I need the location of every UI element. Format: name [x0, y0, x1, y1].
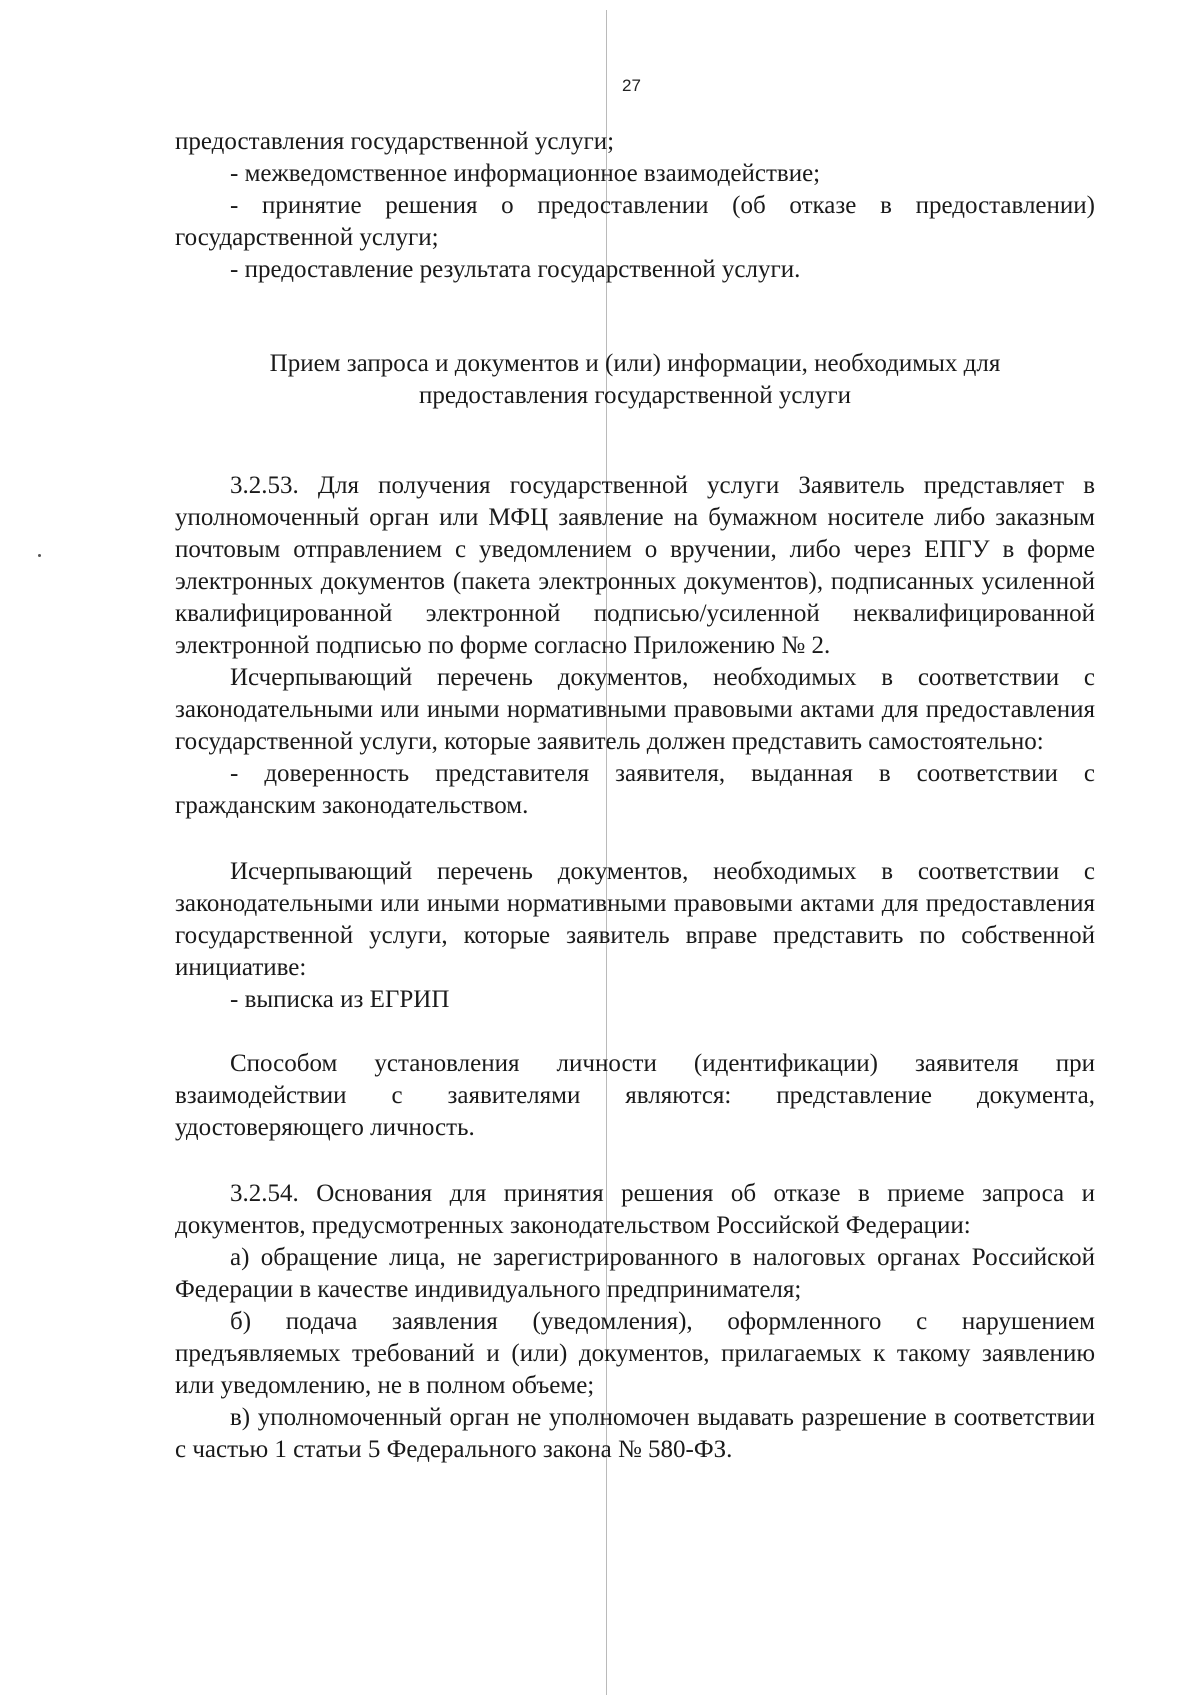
optional-docs-item: - выписка из ЕГРИП: [230, 986, 450, 1013]
section-heading: Прием запроса и документов и (или) информации, необходимых для предоставления государственной услуги: [269, 350, 1001, 409]
intro-line-continuation: предоставления государственной услуги;: [175, 128, 615, 155]
scan-speck: [38, 554, 41, 557]
required-docs-item: - доверенность представителя заявителя, выданная в соответствии с гражданским законодательством.: [175, 760, 1095, 819]
page-number: 27: [622, 76, 641, 95]
document-body: [175, 126, 1095, 1466]
refusal-ground-a: а) обращение лица, не зарегистрированного в налоговых органах Российской Федерации в качестве индивидуального предпринимателя;: [175, 1244, 1095, 1303]
paragraph-3-2-53: 3.2.53. Для получения государственной услуги Заявитель представляет в уполномоченный орган или МФЦ заявление на бумажном носителе либо заказным почтовым отправлением с уведомлением о вручении, либо через ЕПГУ в форме электронных документов (пакета электронных документов), подписанных усиленной квалифицированной электронной подписью/усиленной неквалифицированной электронной подписью по форме согласно Приложению № 2.: [175, 472, 1095, 659]
required-docs-intro: Исчерпывающий перечень документов, необходимых в соответствии с законодательными или иными нормативными правовыми актами для предоставления государственной услуги, которые заявитель должен представить самостоятельно:: [175, 664, 1095, 755]
optional-docs-intro: Исчерпывающий перечень документов, необходимых в соответствии с законодательными или иными нормативными правовыми актами для предоставления государственной услуги, которые заявитель вправе представить по собственной инициативе:: [175, 858, 1095, 981]
intro-list-item: - предоставление результата государственной услуги.: [230, 256, 801, 283]
intro-list-item: - принятие решения о предоставлении (об отказе в предоставлении) государственной услуги;: [175, 192, 1095, 251]
refusal-ground-b: б) подача заявления (уведомления), оформленного с нарушением предъявляемых требований и (или) документов, прилагаемых к такому заявлению или уведомлению, не в полном объеме;: [175, 1308, 1095, 1399]
refusal-ground-c: в) уполномоченный орган не уполномочен выдавать разрешение в соответствии с частью 1 статьи 5 Федерального закона № 580-ФЗ.: [175, 1404, 1095, 1463]
paragraph-3-2-54: 3.2.54. Основания для принятия решения об отказе в приеме запроса и документов, предусмотренных законодательством Российской Федерации:: [175, 1180, 1095, 1239]
intro-list-item: - межведомственное информационное взаимодействие;: [230, 160, 821, 187]
identification-paragraph: Способом установления личности (идентификации) заявителя при взаимодействии с заявителями являются: представление документа, удостоверяющего личность.: [175, 1050, 1095, 1141]
